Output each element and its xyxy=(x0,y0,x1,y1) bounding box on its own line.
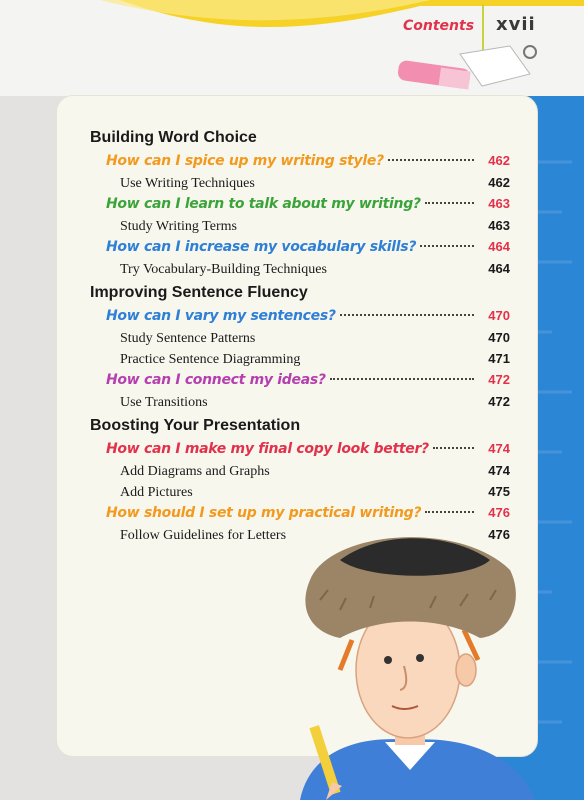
question-text[interactable]: How can I make my final copy look better? xyxy=(106,441,429,457)
question-page[interactable]: 474 xyxy=(488,441,510,456)
question-entry[interactable] xyxy=(90,369,510,391)
subitem-text[interactable]: Study Writing Terms xyxy=(120,219,237,234)
dot-leader xyxy=(340,314,474,316)
question-text[interactable]: How can I learn to talk about my writing? xyxy=(106,196,421,212)
dot-leader xyxy=(433,447,474,449)
question-entry[interactable] xyxy=(90,305,510,327)
header-page-number: xvii xyxy=(496,14,536,35)
subitem-page[interactable]: 462 xyxy=(488,175,510,190)
dot-leader xyxy=(388,159,474,161)
eraser-icon xyxy=(390,40,550,100)
subitem-entry[interactable] xyxy=(90,481,510,502)
question-page[interactable]: 462 xyxy=(488,153,510,168)
question-text[interactable]: How can I increase my vocabulary skills? xyxy=(106,239,417,255)
subitem-page[interactable]: 472 xyxy=(488,394,510,409)
dot-leader xyxy=(425,511,474,513)
subitem-text[interactable]: Add Pictures xyxy=(120,485,193,500)
subitem-text[interactable]: Practice Sentence Diagramming xyxy=(120,352,301,367)
subitem-text[interactable]: Add Diagrams and Graphs xyxy=(120,464,270,479)
question-page[interactable]: 470 xyxy=(488,308,510,323)
subitem-page[interactable]: 474 xyxy=(488,463,510,478)
subitem-entry[interactable] xyxy=(90,391,510,412)
question-page[interactable]: 472 xyxy=(488,372,510,387)
question-entry[interactable] xyxy=(90,438,510,460)
subitem-text[interactable]: Follow Guidelines for Letters xyxy=(120,528,287,543)
subitem-text[interactable]: Use Transitions xyxy=(120,395,208,410)
subitem-text[interactable]: Try Vocabulary-Building Techniques xyxy=(120,262,327,277)
boy-with-fur-hat-illustration xyxy=(280,520,540,800)
question-text[interactable]: How can I spice up my writing style? xyxy=(106,153,384,169)
subitem-entry[interactable] xyxy=(90,258,510,279)
section-title: Building Word Choice xyxy=(90,129,257,146)
header-section-label: Contents xyxy=(403,18,475,34)
subitem-page[interactable]: 475 xyxy=(488,484,510,499)
subitem-text[interactable]: Study Sentence Patterns xyxy=(120,331,256,346)
subitem-page[interactable]: 476 xyxy=(488,527,510,542)
subitem-page[interactable]: 464 xyxy=(488,261,510,276)
question-entry[interactable] xyxy=(90,193,510,215)
question-page[interactable]: 476 xyxy=(488,505,510,520)
subitem-entry[interactable] xyxy=(90,172,510,193)
table-of-contents xyxy=(90,124,510,545)
question-text[interactable]: How can I connect my ideas? xyxy=(106,372,326,388)
subitem-entry[interactable] xyxy=(90,460,510,481)
question-page[interactable]: 464 xyxy=(488,239,510,254)
section-title: Improving Sentence Fluency xyxy=(90,284,308,301)
subitem-page[interactable]: 471 xyxy=(488,351,510,366)
subitem-text[interactable]: Use Writing Techniques xyxy=(120,176,255,191)
dot-leader xyxy=(425,202,474,204)
question-page[interactable]: 463 xyxy=(488,196,510,211)
subitem-page[interactable]: 463 xyxy=(488,218,510,233)
subitem-entry[interactable] xyxy=(90,348,510,369)
question-entry[interactable] xyxy=(90,150,510,172)
dot-leader xyxy=(420,245,474,247)
subitem-entry[interactable] xyxy=(90,327,510,348)
dot-leader xyxy=(330,378,474,380)
question-entry[interactable] xyxy=(90,236,510,258)
section-title: Boosting Your Presentation xyxy=(90,417,301,434)
question-text[interactable]: How should I set up my practical writing? xyxy=(106,505,422,521)
question-text[interactable]: How can I vary my sentences? xyxy=(106,308,336,324)
subitem-entry[interactable] xyxy=(90,215,510,236)
subitem-page[interactable]: 470 xyxy=(488,330,510,345)
